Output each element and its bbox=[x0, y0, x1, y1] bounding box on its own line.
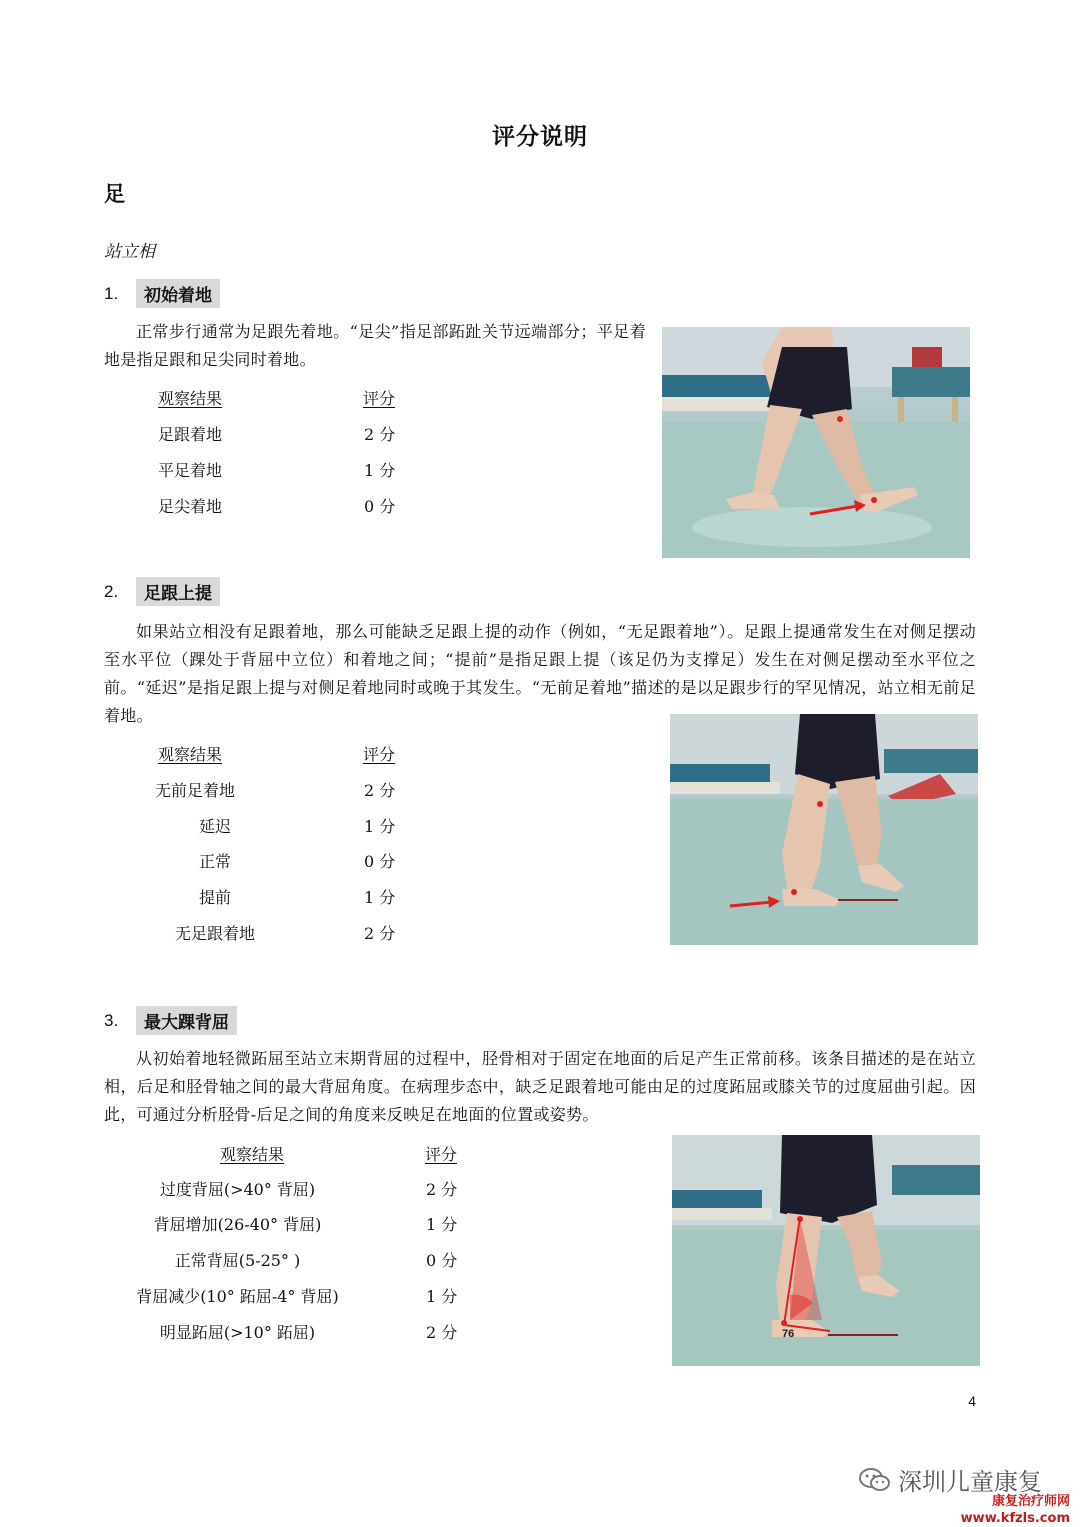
heading-foot: 足 bbox=[104, 182, 125, 206]
section-1-col-result: 观察结果 bbox=[158, 389, 223, 408]
section-2-row-result: 提前 bbox=[198, 888, 231, 907]
section-2-title bbox=[104, 577, 220, 606]
section-2-label: 足跟上提 bbox=[136, 577, 220, 606]
section-2-row-result: 正常 bbox=[198, 852, 231, 871]
section-1-row-score: 2 分 bbox=[364, 425, 396, 444]
watermark-account-name: 深圳儿童康复 bbox=[898, 1468, 1042, 1496]
section-2-row-score: 2 分 bbox=[364, 781, 396, 800]
section-3-number: 3. bbox=[104, 1010, 119, 1030]
section-3-row-result: 背屈增加(26-40° 背屈) bbox=[153, 1215, 322, 1234]
section-3-row-score: 2 分 bbox=[426, 1180, 458, 1199]
section-3-row-score: 1 分 bbox=[426, 1287, 458, 1306]
section-1-row-result: 足尖着地 bbox=[158, 497, 223, 516]
section-2-row-result: 无足跟着地 bbox=[174, 924, 255, 943]
site-watermark-name: 康复治疗师网 bbox=[991, 1494, 1070, 1509]
photo-heel-off-illustration bbox=[670, 714, 978, 945]
photo-heel-off bbox=[670, 714, 978, 945]
section-3-row-score: 1 分 bbox=[426, 1215, 458, 1234]
section-3-label: 最大踝背屈 bbox=[136, 1006, 237, 1035]
section-2-row-result: 无前足着地 bbox=[154, 781, 235, 800]
section-1-label: 初始着地 bbox=[136, 279, 220, 308]
section-1-row-result: 平足着地 bbox=[158, 461, 223, 480]
section-3-row-result: 正常背屈(5-25° ) bbox=[174, 1251, 301, 1270]
section-2-number: 2. bbox=[104, 581, 119, 601]
site-watermark-url: www.kfzls.com bbox=[960, 1511, 1070, 1526]
heading-stance-phase: 站立相 bbox=[104, 242, 155, 262]
section-3-row-result: 过度背屈(>40° 背屈) bbox=[159, 1180, 316, 1199]
section-2-col-result: 观察结果 bbox=[158, 745, 223, 764]
section-2-col-score: 评分 bbox=[363, 745, 396, 764]
site-watermark bbox=[961, 1493, 1070, 1527]
section-1-row-score: 1 分 bbox=[364, 461, 396, 480]
section-2-row-score: 0 分 bbox=[364, 852, 396, 871]
section-3-col-score: 评分 bbox=[425, 1145, 458, 1164]
section-1-col-score: 评分 bbox=[363, 389, 396, 408]
section-3-row-result: 背屈减少(10° 跖屈-4° 背屈) bbox=[136, 1287, 339, 1306]
photo-initial-contact bbox=[662, 327, 970, 558]
section-2-row-score: 1 分 bbox=[364, 888, 396, 907]
section-1-paragraph: 正常步行通常为足跟先着地。“足尖”指足部跖趾关节远端部分；平足着地是指足跟和足尖同时着地。 bbox=[104, 322, 646, 369]
page-title: 评分说明 bbox=[492, 124, 588, 150]
wechat-icon bbox=[858, 1466, 892, 1494]
section-3-row-score: 2 分 bbox=[426, 1323, 458, 1342]
section-3-paragraph: 从初始着地轻微跖屈至站立末期背屈的过程中，胫骨相对于固定在地面的后足产生正常前移。该条目描述的是在站立相，后足和胫骨轴之间的最大背屈角度。在病理步态中，缺乏足跟着地可能由足的过度跖屈或膝关节的过度屈曲引起。因此，可通过分析胫骨-后足之间的角度来反映足在地面的位置或姿势。 bbox=[104, 1049, 976, 1124]
section-1-row-result: 足跟着地 bbox=[158, 425, 223, 444]
section-3-col-result: 观察结果 bbox=[220, 1145, 285, 1164]
section-3-row-score: 0 分 bbox=[426, 1251, 458, 1270]
section-3-row-result: 明显跖屈(>10° 跖屈) bbox=[159, 1323, 316, 1342]
section-3-title bbox=[104, 1006, 237, 1035]
section-2-row-result: 延迟 bbox=[198, 817, 231, 836]
photo-initial-contact-illustration bbox=[662, 327, 970, 558]
angle-label: 76 bbox=[782, 1328, 795, 1340]
section-1-title bbox=[104, 279, 220, 308]
section-2-row-score: 1 分 bbox=[364, 817, 396, 836]
section-1-row-score: 0 分 bbox=[364, 497, 396, 516]
section-1-number: 1. bbox=[104, 283, 119, 303]
photo-max-dorsiflexion-illustration bbox=[672, 1135, 980, 1366]
page-number: 4 bbox=[968, 1393, 976, 1409]
section-2-row-score: 2 分 bbox=[364, 924, 396, 943]
photo-max-dorsiflexion bbox=[672, 1135, 980, 1366]
section-2-paragraph: 如果站立相没有足跟着地，那么可能缺乏足跟上提的动作（例如，“无足跟着地”）。足跟上提通常发生在对侧足摆动至水平位（踝处于背屈中立位）和着地之间；“提前”是指足跟上提（该足仍为支撑足）发生在对侧足摆动至水平位之前。“延迟”是指足跟上提与对侧足着地同时或晚于其发生。“无前足着地”描述的是以足跟步行的罕见情况，站立相无前足着地。 bbox=[104, 622, 976, 725]
watermark bbox=[858, 1462, 1042, 1497]
